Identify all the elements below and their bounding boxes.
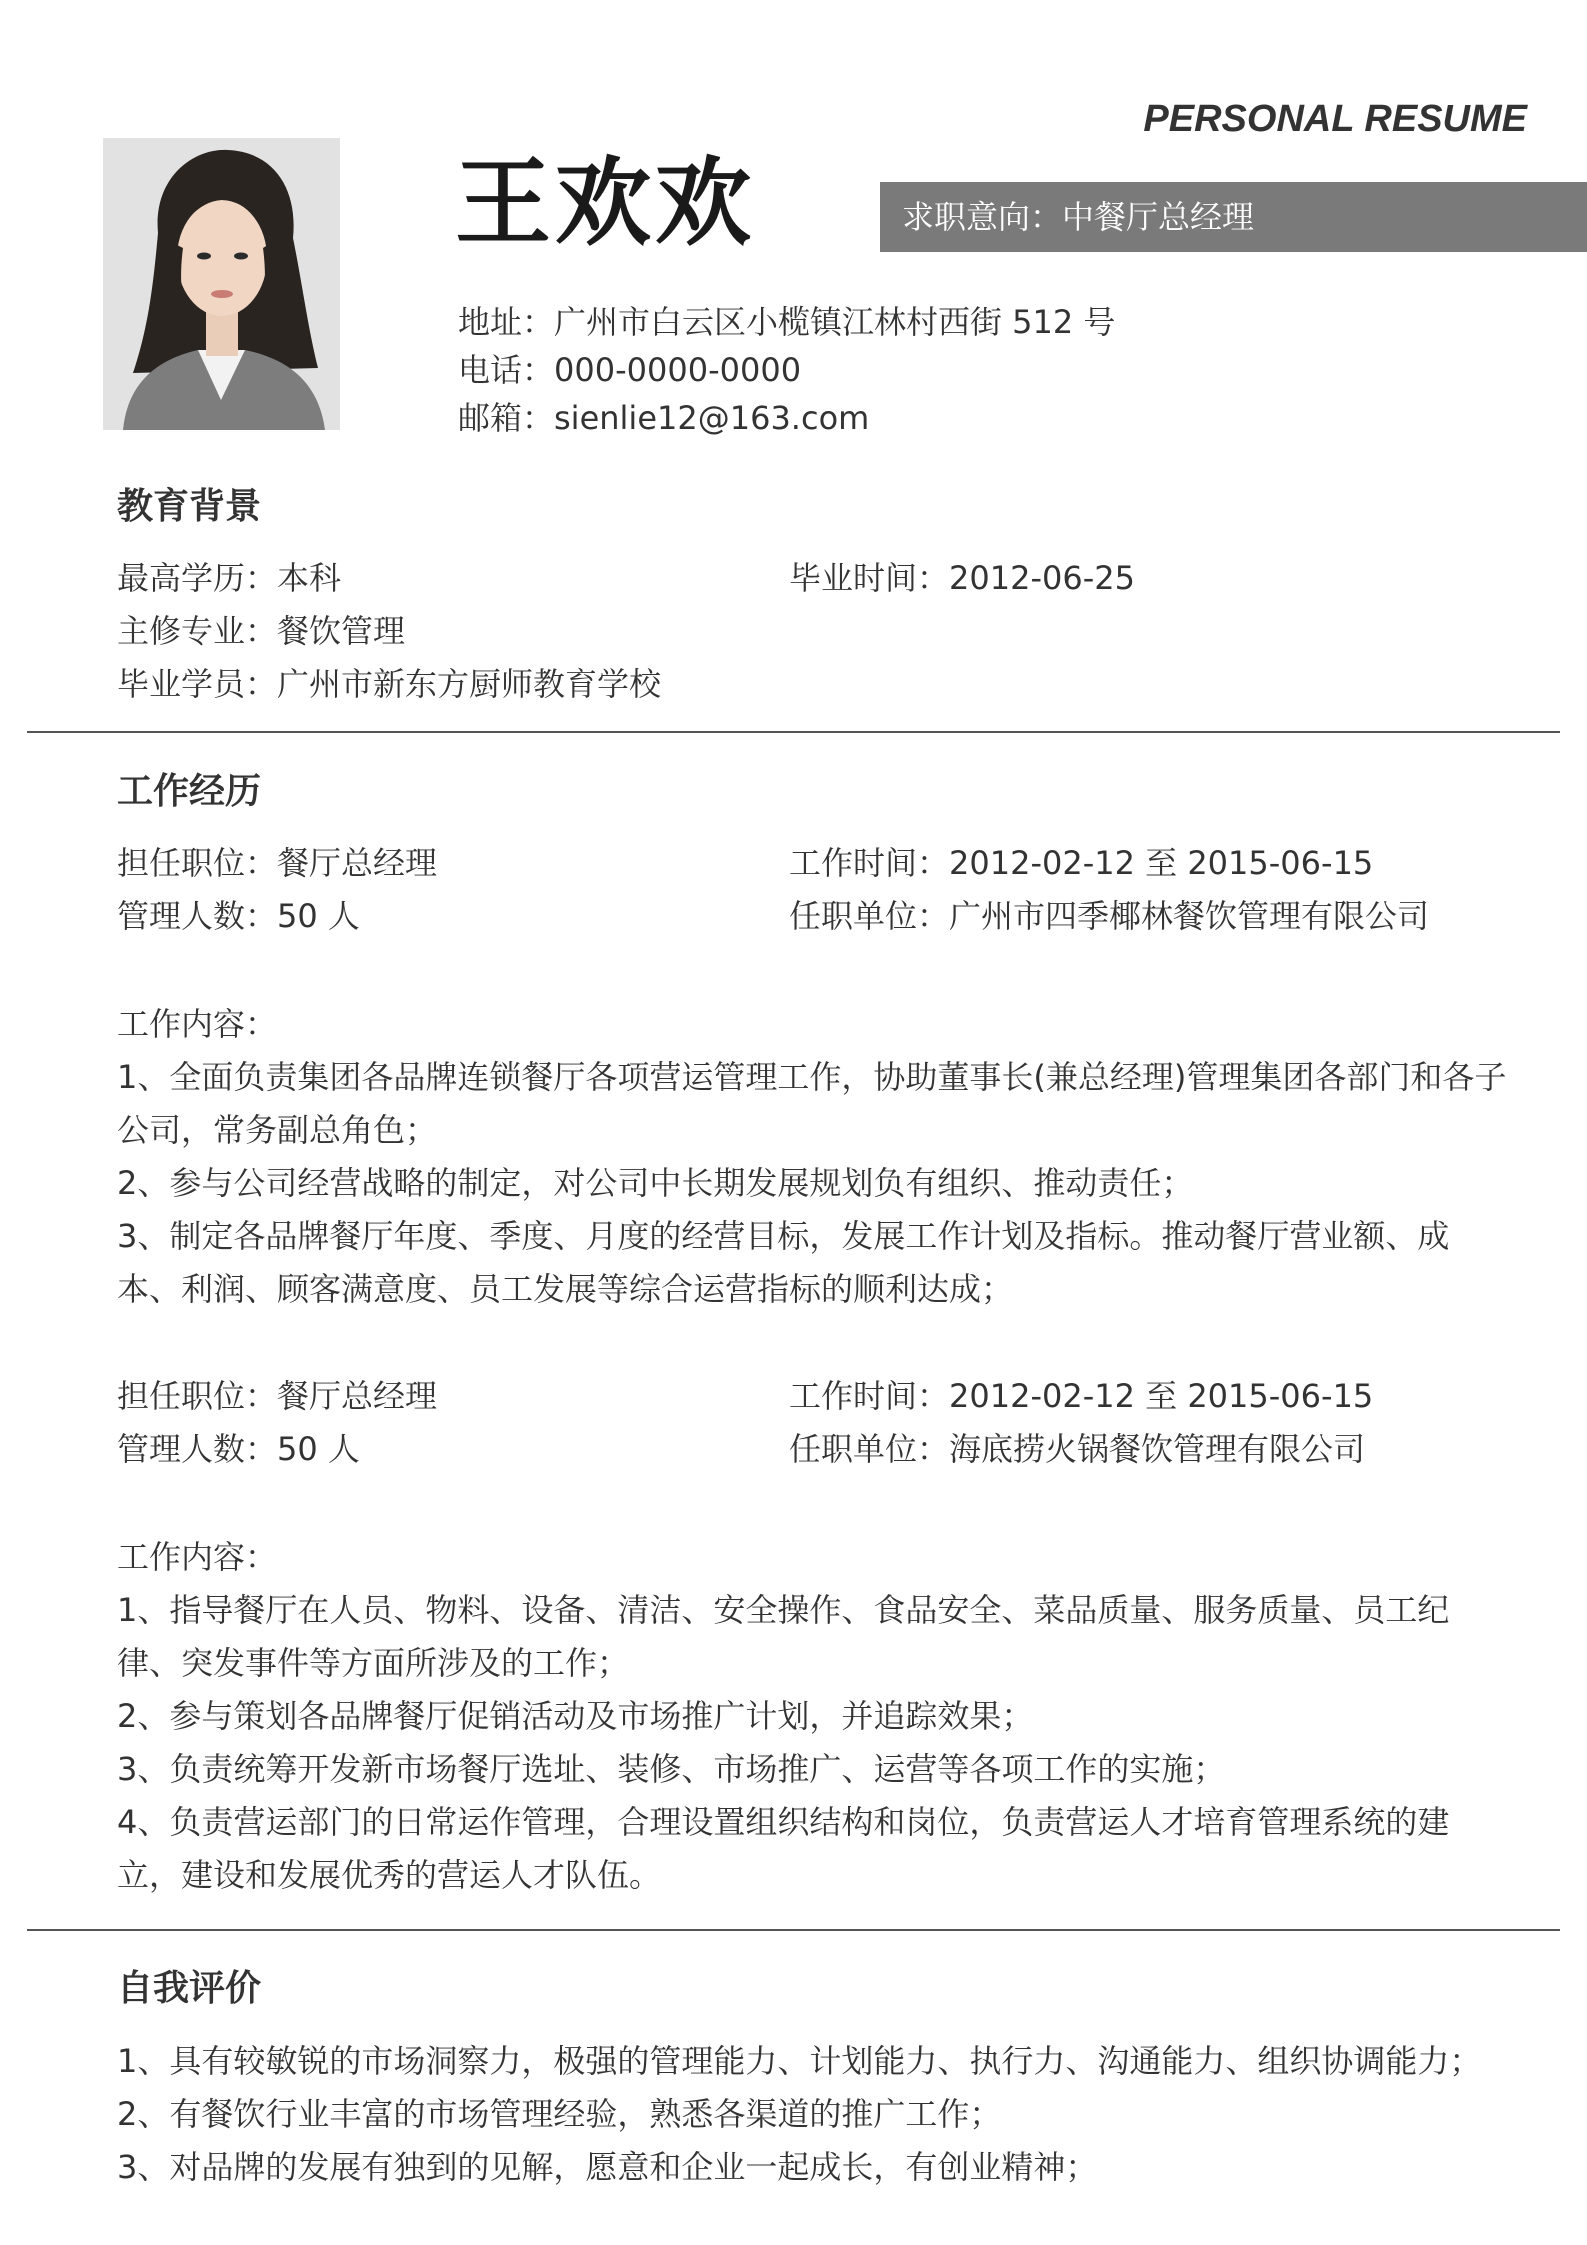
self-evaluation-section-title: 自我评价	[117, 1968, 262, 2009]
section-divider	[27, 1929, 1560, 1931]
education-major: 主修专业：餐饮管理	[117, 612, 406, 650]
job-content	[117, 1531, 1512, 1902]
contact-address: 地址：广州市白云区小榄镇江林村西街 512 号	[458, 303, 1116, 341]
self-evaluation-item: 3、对品牌的发展有独到的见解，愿意和企业一起成长，有创业精神；	[117, 2148, 1098, 2186]
job-content	[117, 998, 1512, 1316]
contact-email: 邮箱：sienlie12@163.com	[458, 399, 870, 437]
job-content-label: 工作内容：	[117, 1005, 278, 1043]
job-content-item: 1、指导餐厅在人员、物料、设备、清洁、安全操作、食品安全、菜品质量、服务质量、员工纪律、突发事件等方面所涉及的工作；	[117, 1591, 1450, 1682]
job-content-label: 工作内容：	[117, 1538, 278, 1576]
job-company: 任职单位：海底捞火锅餐饮管理有限公司	[789, 1430, 1366, 1468]
self-evaluation-list	[117, 2035, 1512, 2194]
job-content-item: 3、制定各品牌餐厅年度、季度、月度的经营目标，发展工作计划及指标。推动餐厅营业额、成本、利润、顾客满意度、员工发展等综合运营指标的顺利达成；	[117, 1217, 1450, 1308]
portrait-image	[103, 138, 340, 430]
resume-subtitle: PERSONAL RESUME	[1143, 98, 1527, 140]
job-position: 担任职位：餐厅总经理	[117, 844, 438, 882]
profile-photo	[103, 138, 340, 430]
job-staff: 管理人数：50 人	[117, 1430, 360, 1468]
education-section-title: 教育背景	[117, 486, 262, 527]
education-graduation-time: 毕业时间：2012-06-25	[789, 559, 1135, 597]
job-objective-bar: 求职意向：中餐厅总经理	[880, 182, 1587, 252]
job-position: 担任职位：餐厅总经理	[117, 1377, 438, 1415]
job-content-item: 4、负责营运部门的日常运作管理，合理设置组织结构和岗位，负责营运人才培育管理系统的建立，建设和发展优秀的营运人才队伍。	[117, 1803, 1450, 1894]
job-time: 工作时间：2012-02-12 至 2015-06-15	[789, 844, 1374, 882]
job-time: 工作时间：2012-02-12 至 2015-06-15	[789, 1377, 1374, 1415]
education-degree: 最高学历：本科	[117, 559, 342, 597]
job-staff: 管理人数：50 人	[117, 897, 360, 935]
job-company: 任职单位：广州市四季椰林餐饮管理有限公司	[789, 897, 1430, 935]
education-school: 毕业学员：广州市新东方厨师教育学校	[117, 665, 662, 703]
self-evaluation-item: 1、具有较敏锐的市场洞察力，极强的管理能力、计划能力、执行力、沟通能力、组织协调能力；	[117, 2042, 1482, 2080]
job-content-item: 1、全面负责集团各品牌连锁餐厅各项营运管理工作，协助董事长(兼总经理)管理集团各部门和各子公司，常务副总角色；	[117, 1058, 1507, 1149]
candidate-name: 王欢欢	[455, 147, 755, 259]
contact-phone: 电话：000-0000-0000	[458, 351, 802, 389]
job-content-item: 3、负责统筹开发新市场餐厅选址、装修、市场推广、运营等各项工作的实施；	[117, 1750, 1226, 1788]
section-divider	[27, 731, 1560, 733]
work-section-title: 工作经历	[117, 771, 262, 812]
self-evaluation-item: 2、有餐饮行业丰富的市场管理经验，熟悉各渠道的推广工作；	[117, 2095, 1002, 2133]
job-content-item: 2、参与策划各品牌餐厅促销活动及市场推广计划，并追踪效果；	[117, 1697, 1034, 1735]
job-content-item: 2、参与公司经营战略的制定，对公司中长期发展规划负有组织、推动责任；	[117, 1164, 1194, 1202]
